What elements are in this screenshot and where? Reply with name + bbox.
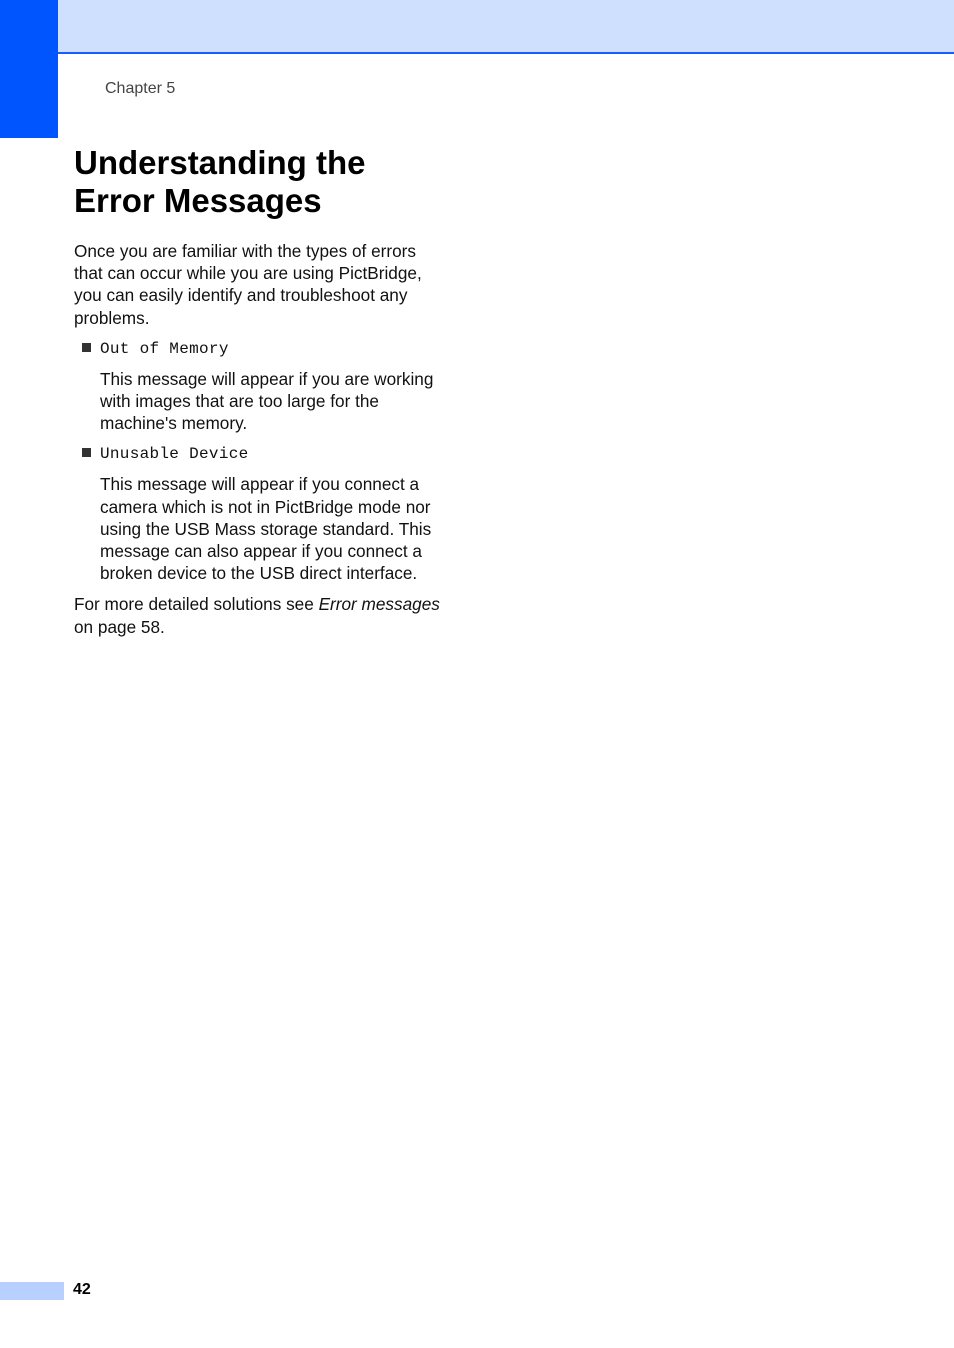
- header-band: [58, 0, 954, 54]
- chapter-tab: [0, 0, 58, 138]
- closing-prefix: For more detailed solutions see: [74, 594, 319, 615]
- main-content: [74, 144, 442, 638]
- footer-band: [0, 1282, 64, 1300]
- error-item: [74, 443, 442, 584]
- section-title: [74, 144, 442, 220]
- error-code: Unusable Device: [100, 445, 249, 464]
- chapter-label: Chapter 5: [105, 80, 176, 97]
- bullet-square-icon: [82, 343, 91, 352]
- closing-paragraph: [74, 593, 442, 637]
- intro-paragraph: Once you are familiar with the types of errors that can occur while you are using PictBridge, you can easily identify and troubleshoot any problems.: [74, 241, 422, 328]
- error-code: Out of Memory: [100, 339, 229, 358]
- error-description: This message will appear if you connect a camera which is not in PictBridge mode nor using the USB Mass storage standard. This message can also appear if you connect a broken device to the USB direct interface.: [100, 474, 432, 584]
- error-messages-link[interactable]: Error messages: [318, 594, 440, 615]
- error-item: [74, 338, 442, 435]
- closing-suffix: on page 58.: [74, 616, 165, 637]
- section-title-line1: Understanding the: [74, 144, 366, 181]
- section-title-line2: Error Messages: [74, 182, 322, 219]
- bullet-square-icon: [82, 448, 91, 457]
- page-number: 42: [73, 1281, 91, 1298]
- error-description: This message will appear if you are working with images that are too large for the machine's memory.: [100, 368, 434, 434]
